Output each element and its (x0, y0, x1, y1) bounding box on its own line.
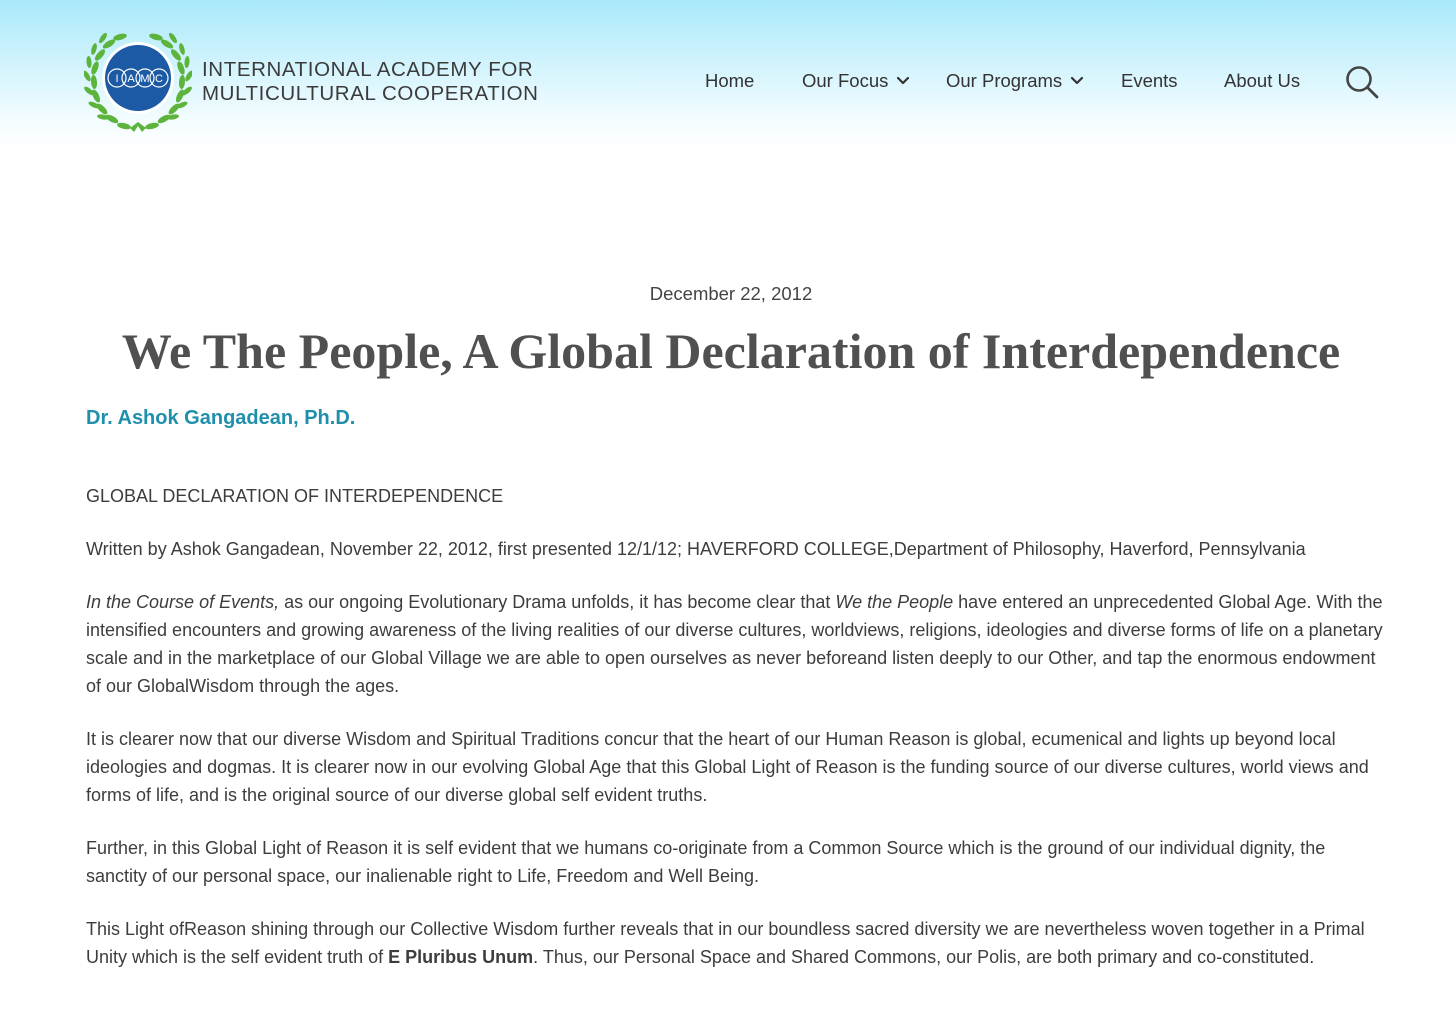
nav-our-programs-label: Our Programs (946, 70, 1063, 91)
author-link[interactable]: Dr. Ashok Gangadean, Ph.D. (86, 407, 356, 429)
chevron-down-icon (896, 76, 910, 86)
nav-home-label: Home (705, 70, 755, 91)
p3-text: Further, in this Global Light of Reason it is self evident that we humans co-originate from a Common Source which is the ground of our individual dignity, the sanctity of our personal space, our inalienable right to Life, Freedom and Well Being. (86, 838, 1326, 886)
nav-about-us-label: About Us (1224, 70, 1301, 91)
post-date: December 22, 2012 (649, 283, 813, 304)
main-nav (0, 70, 1456, 94)
declaration-heading (86, 482, 1386, 510)
p1-text-b: have entered an unprecedented Global Age. With the intensified encounters and growing awareness of the living realities of our diverse cultures, worldviews, religions, ideologies and diverse forms of life on a planetary scale and in the marketplace of our Global Village we are able to open ourselves as never beforeand listen deeply to our Other, and tap the enormous endowment of our GlobalWisdom through the ages. (86, 592, 1383, 696)
nav-about-us[interactable] (1224, 70, 1300, 92)
written-by-line (86, 535, 1386, 563)
nav-our-programs[interactable] (946, 70, 1084, 92)
nav-events-label: Events (1121, 70, 1178, 91)
search-icon[interactable] (1344, 64, 1380, 100)
paragraph-4 (86, 915, 1386, 971)
paragraph-2 (86, 725, 1386, 809)
site-header (0, 0, 1456, 150)
paragraph-1 (86, 588, 1386, 700)
svg-text:C: C (155, 73, 163, 85)
written-by-text: Written by Ashok Gangadean, November 22, 2012, first presented 12/1/12; HAVERFORD COLLEGE,Department of Philosophy, Haverford, Pennsylvania (86, 539, 1306, 559)
declaration-heading-text: GLOBAL DECLARATION OF INTERDEPENDENCE (86, 486, 504, 506)
chevron-down-icon (1070, 76, 1084, 86)
svg-text:I: I (115, 73, 119, 85)
p2-text: It is clearer now that our diverse Wisdom and Spiritual Traditions concur that the heart of our Human Reason is global, ecumenical and lights up beyond local ideologies and dogmas. It is clearer now in our evolving Global Age that this Global Light of Reason is the funding source of our diverse cultures, world views and forms of life, and is the original source of our diverse global self evident truths. (86, 729, 1369, 805)
page-title: We The People, A Global Declaration of Interdependence (121, 323, 1341, 379)
org-name-line1: INTERNATIONAL ACADEMY FOR (202, 58, 534, 81)
p1-italic-b: We the People (835, 592, 954, 612)
paragraph-3 (86, 834, 1386, 890)
p4-bold: E Pluribus Unum (388, 947, 534, 967)
nav-events[interactable] (1121, 70, 1178, 92)
nav-home[interactable] (705, 70, 754, 92)
p4-text-a: This Light ofReason shining through our Collective Wisdom further reveals that in our boundless sacred diversity we are nevertheless woven together in a Primal Unity which is the self evident truth of (86, 919, 1365, 967)
nav-our-focus-label: Our Focus (802, 70, 889, 91)
p1-text-a: as our ongoing Evolutionary Drama unfolds, it has become clear that (279, 592, 836, 612)
svg-text:A: A (127, 73, 135, 85)
p4-text-b: . Thus, our Personal Space and Shared Commons, our Polis, are both primary and co-constituted. (533, 947, 1315, 967)
nav-our-focus[interactable] (802, 70, 910, 92)
p1-italic-a: In the Course of Events, (86, 592, 280, 612)
org-name-line2: MULTICULTURAL COOPERATION (202, 82, 539, 105)
svg-text:M: M (140, 73, 150, 85)
